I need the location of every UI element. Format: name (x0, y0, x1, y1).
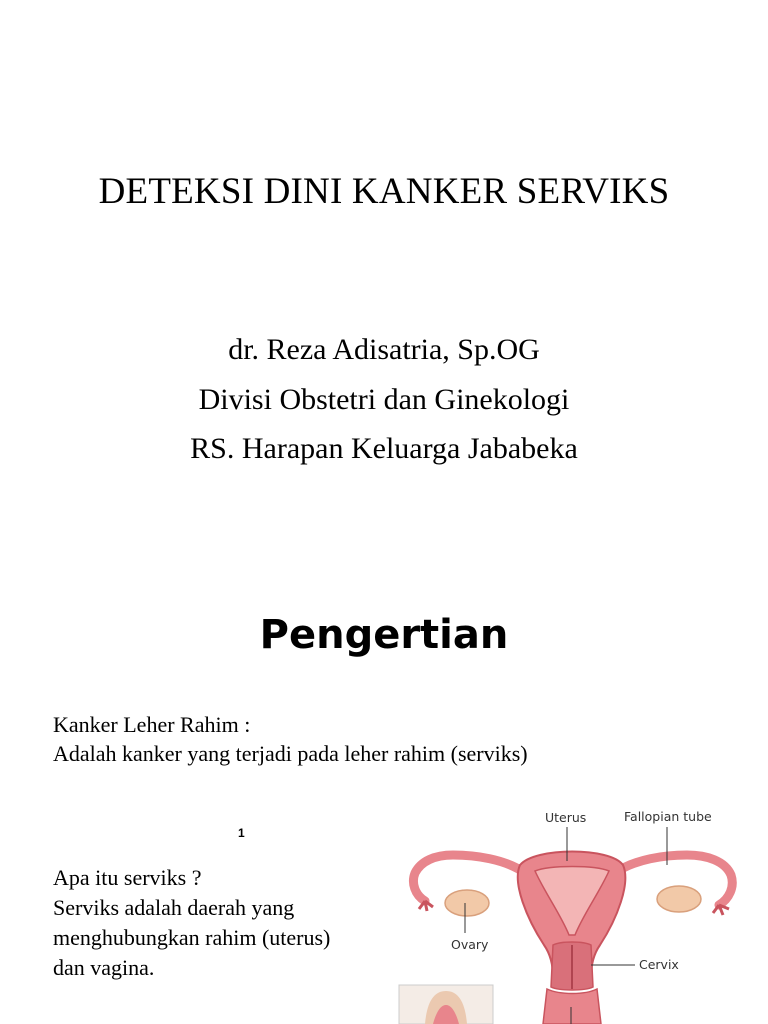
answer-line: menghubungkan rahim (uterus) (53, 925, 331, 950)
definition-term: Kanker Leher Rahim : (53, 712, 251, 737)
uterus-anatomy-diagram (395, 795, 768, 1024)
answer-line: dan vagina. (53, 955, 155, 980)
answer-line: Serviks adalah daerah yang (53, 895, 295, 920)
label-ovary: Ovary (451, 937, 489, 952)
author-name: dr. Reza Adisatria, Sp.OG (228, 333, 540, 366)
hospital-name: RS. Harapan Keluarga Jababeka (190, 432, 578, 465)
presentation-title: DETEKSI DINI KANKER SERVIKS (98, 171, 670, 212)
label-fallopian-tube: Fallopian tube (624, 809, 712, 824)
vagina (543, 989, 601, 1024)
body-thumbnail (399, 985, 493, 1024)
definition-text: Adalah kanker yang terjadi pada leher rahim (serviks) (53, 741, 528, 766)
left-ovary (445, 890, 489, 916)
section-title: Pengertian (259, 612, 509, 658)
question-text: Apa itu serviks ? (53, 865, 202, 890)
label-cervix: Cervix (639, 957, 679, 972)
division-name: Divisi Obstetri dan Ginekologi (198, 383, 570, 416)
right-ovary (657, 886, 701, 912)
slide-number: 1 (238, 826, 245, 840)
label-uterus: Uterus (545, 810, 587, 825)
